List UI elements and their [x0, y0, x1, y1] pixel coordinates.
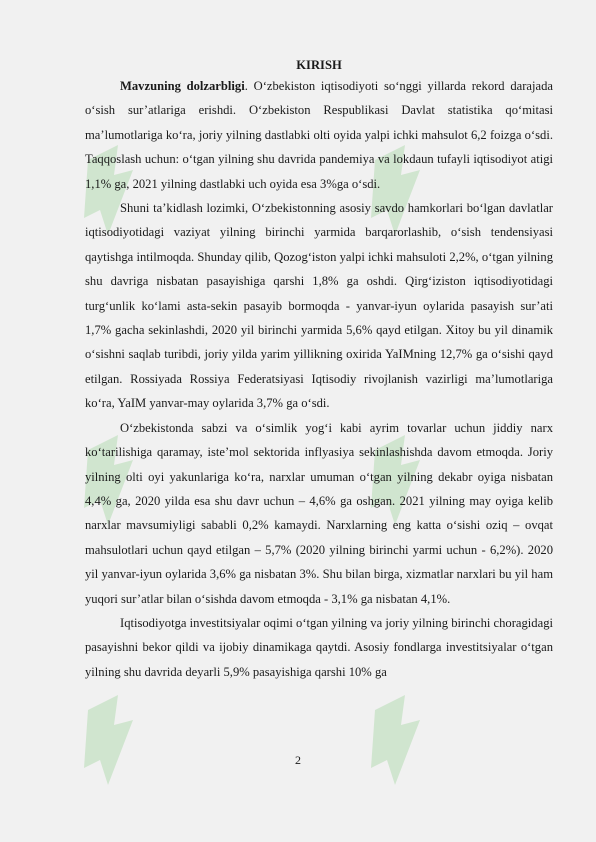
section-heading: KIRISH — [296, 58, 342, 72]
paragraph-text: Shuni ta’kidlash lozimki, O‘zbekistonning asosiy savdo hamkorlari bo‘lgan davlatlar iqtisodiyotidagi vaziyat yilning birinchi yarmida barqarorlashib, o‘sish tendensiyasi qaytishga intilmoqda. Shunday qilib, Qozog‘iston yalpi ichki mahsuloti 2,2%, o‘tgan yilning shu davriga nisbatan pasayishiga qarshi 1,8% ga oshdi. Qirg‘iziston iqtisodiyotidagi turg‘unlik ko‘lami asta-sekin pasayib bormoqda - yanvar-iyun oylarida pasayish sur’ati 1,7% gacha sekinlashdi, 2020 yil birinchi yarmida 5,6% qayd etilgan. Xitoy bu yil dinamik o‘sishni saqlab turibdi, joriy yilda yarim yillikning oxirida YaIMning 12,7% ga o‘sishi qayd etilgan. Rossiyada Rossiya Federatsiyasi Iqtisodiy rivojlanish vazirligi ma’lumotlariga ko‘ra, YaIM yanvar-may oylarida 3,7% ga o‘sdi. — [85, 201, 553, 411]
paragraph-text: O‘zbekistonda sabzi va o‘simlik yog‘i kabi ayrim tovarlar uchun jiddiy narx ko‘tarilishiga qaramay, iste’mol sektorida inflyasiya sekinlashishda davom etmoqda. Joriy yilning olti oyi yakunlariga ko‘ra, narxlar umuman o‘tgan yilning dekabr oyiga nisbatan 4,4% ga, 2020 yilda esa shu davr uchun – 4,6% ga oshgan. 2021 yilning may oyiga kelib narxlar mavsumiyligi sababli 0,2% kamaydi. Narxlarning eng katta o‘sishi oziq – ovqat mahsulotlari uchun qayd etilgan – 5,7% (2020 yilning birinchi yarmi uchun - 6,2%). 2020 yil yanvar-iyun oylarida 3,6% ga nisbatan 3%. Shu bilan birga, xizmatlar narxlari bu yil ham yuqori sur’atlar bilan o‘sishda davom etmoqda - 3,1% ga nisbatan 4,1%. — [85, 420, 553, 606]
watermark-logo-icon — [78, 690, 140, 790]
paragraph-3 — [85, 416, 553, 611]
document-body — [85, 56, 553, 684]
paragraph-1 — [85, 74, 553, 196]
paragraph-4 — [85, 611, 553, 684]
paragraph-text: . O‘zbekiston iqtisodiyoti so‘nggi yillarda rekord darajada o‘sish sur’atlariga erishdi. O‘zbekiston Respublikasi Davlat statistika qo‘mitasi ma’lumotlariga ko‘ra, joriy yilning dastlabki olti oyida yalpi ichki mahsulot 6,2 foizga o‘sdi. Taqqoslash uchun: o‘tgan yilning shu davrida pandemiya va lokdaun tufayli iqtisodiyot atigi 1,1% ga, 2021 yilning dastlabki uch oyida esa 3%ga o‘sdi. — [85, 79, 553, 191]
paragraph-lead: Mavzuning dolzarbligi — [120, 79, 245, 93]
paragraph-2 — [85, 196, 553, 416]
paragraph-text: Iqtisodiyotga investitsiyalar oqimi o‘tgan yilning va joriy yilning birinchi choragidagi pasayishni bekor qildi va ijobiy dinamikaga qaytdi. Asosiy fondlarga investitsiyalar o‘tgan yilning shu davrida deyarli 5,9% pasayishiga qarshi 10% ga — [85, 615, 553, 679]
page-number: 2 — [295, 753, 301, 767]
watermark-logo-icon — [365, 690, 427, 790]
